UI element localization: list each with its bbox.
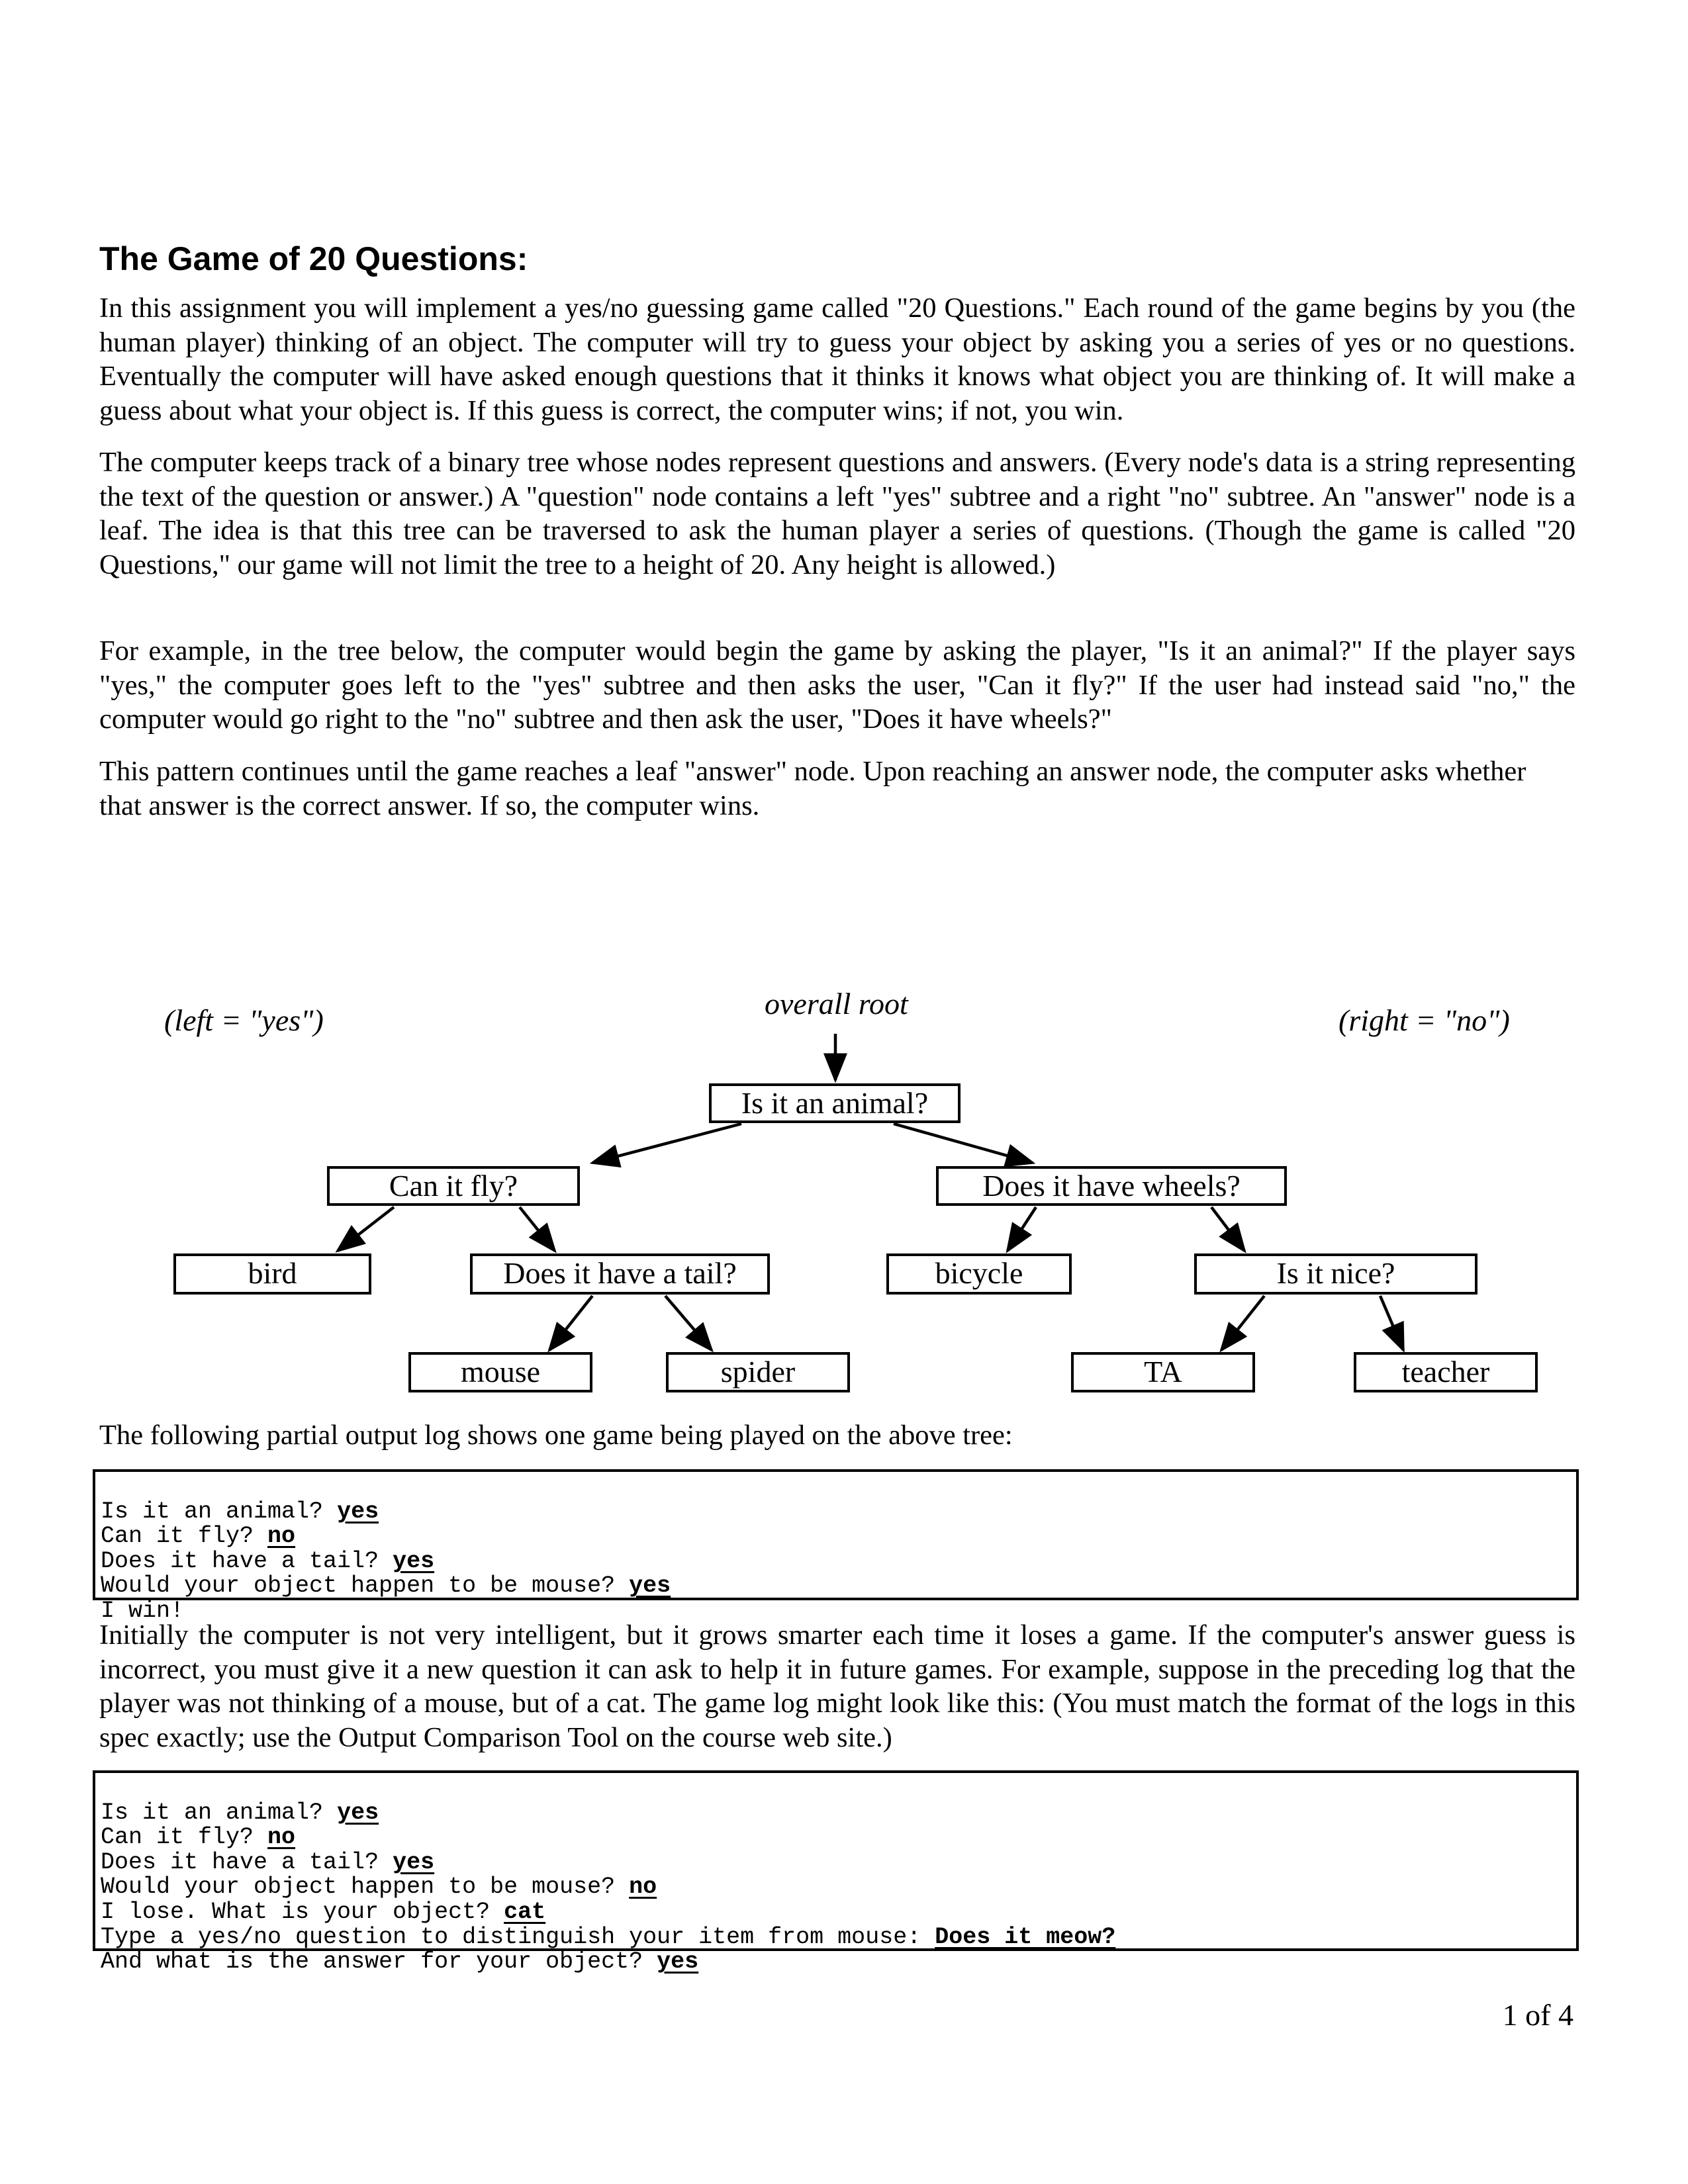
log-intro-paragraph: The following partial output log shows one game being played on the above tree: [99,1420,1013,1451]
node-bird: bird [173,1253,371,1295]
node-teacher: teacher [1354,1352,1538,1392]
right-no-label: (right = "no") [1338,1003,1510,1037]
log-line: I lose. What is your object? cat [101,1898,546,1925]
page-number: 1 of 4 [1502,1998,1573,2032]
node-bicycle: bicycle [886,1253,1072,1295]
log-line: Type a yes/no question to distinguish your item from mouse: Does it meow? [101,1923,1116,1950]
edge-fly-bird [338,1207,394,1251]
log-line: I win! [101,1597,185,1624]
node-nice: Is it nice? [1194,1253,1477,1295]
edge-fly-tail [520,1207,555,1251]
log-line: Would your object happen to be mouse? yes [101,1572,671,1600]
node-tail: Does it have a tail? [470,1253,770,1295]
output-log-win [93,1469,1579,1624]
log-line: And what is the answer for your object? yes [101,1948,699,1976]
edge-nice-teacher [1380,1296,1403,1350]
node-root: Is it an animal? [709,1083,961,1123]
output-log-lose [93,1770,1579,1976]
tree-paragraph: The computer keeps track of a binary tree whose nodes represent questions and answers. (Every node's data is a string representing the text of the question or answer.) A "question" node contains a left "yes" subtree and a right "no" subtree. An "answer" node is a leaf. The idea is that this tree can be traversed to ask the human player a series of questions. (Though the game is called "20 Questions," our game will not limit the tree to a height of 20. Any height is allowed.) [99,447,1575,580]
log-line: Is it an animal? yes [101,1799,379,1826]
edge-tail-mouse [549,1296,592,1350]
example-paragraph: For example, in the tree below, the computer would begin the game by asking the player, "Is it an animal?" If the player says "yes," the computer goes left to the "yes" subtree and then asks the user, "Can it fly?" If the user had instead said "no," the computer would go right to the "no" subtree and then ask the user, "Does it have wheels?" [99,635,1575,735]
edge-wheels-bicycle [1008,1207,1036,1251]
page-title: The Game of 20 Questions: [99,240,528,277]
node-fly: Can it fly? [327,1166,580,1206]
log-line: Does it have a tail? yes [101,1848,435,1876]
edge-wheels-nice [1211,1207,1244,1251]
log-line: Would your object happen to be mouse? no [101,1874,657,1901]
log-line: Can it fly? no [101,1824,296,1851]
log-line: Is it an animal? yes [101,1498,379,1525]
log-line: Can it fly? no [101,1523,296,1550]
node-wheels: Does it have wheels? [936,1166,1287,1206]
edge-root-wheels [894,1124,1033,1163]
edge-nice-ta [1221,1296,1264,1350]
intro-paragraph: In this assignment you will implement a yes/no guessing game called "20 Questions." Each round of the game begins by you (the human player) thinking of an object. The computer will try to guess your object by asking you a series of yes or no questions. Eventually the computer will have asked enough questions that it thinks it knows what object you are thinking of. It will make a guess about what your object is. If this guess is correct, the computer wins; if not, you win. [99,293,1575,426]
node-mouse: mouse [408,1352,592,1392]
node-ta: TA [1071,1352,1255,1392]
learning-paragraph: Initially the computer is not very intelligent, but it grows smarter each time it loses a game. If the computer's answer guess is incorrect, you must give it a new question it can ask to help it in future games. For example, suppose in the preceding log that the player was not thinking of a mouse, but of a cat. The game log might look like this: (You must match the format of the logs in this spec exactly; use the Output Comparison Tool on the course web site.) [99,1619,1575,1753]
overall-root-label: overall root [765,987,908,1021]
edge-root-fly [592,1124,741,1163]
node-spider: spider [666,1352,850,1392]
log-line: Does it have a tail? yes [101,1547,435,1574]
edge-tail-spider [665,1296,712,1350]
left-yes-label: (left = "yes") [164,1003,324,1037]
pattern-paragraph: This pattern continues until the game reaches a leaf "answer" node. Upon reaching an answer node, the computer asks whether that answer is the correct answer. If so, the computer wins. [99,756,1526,821]
